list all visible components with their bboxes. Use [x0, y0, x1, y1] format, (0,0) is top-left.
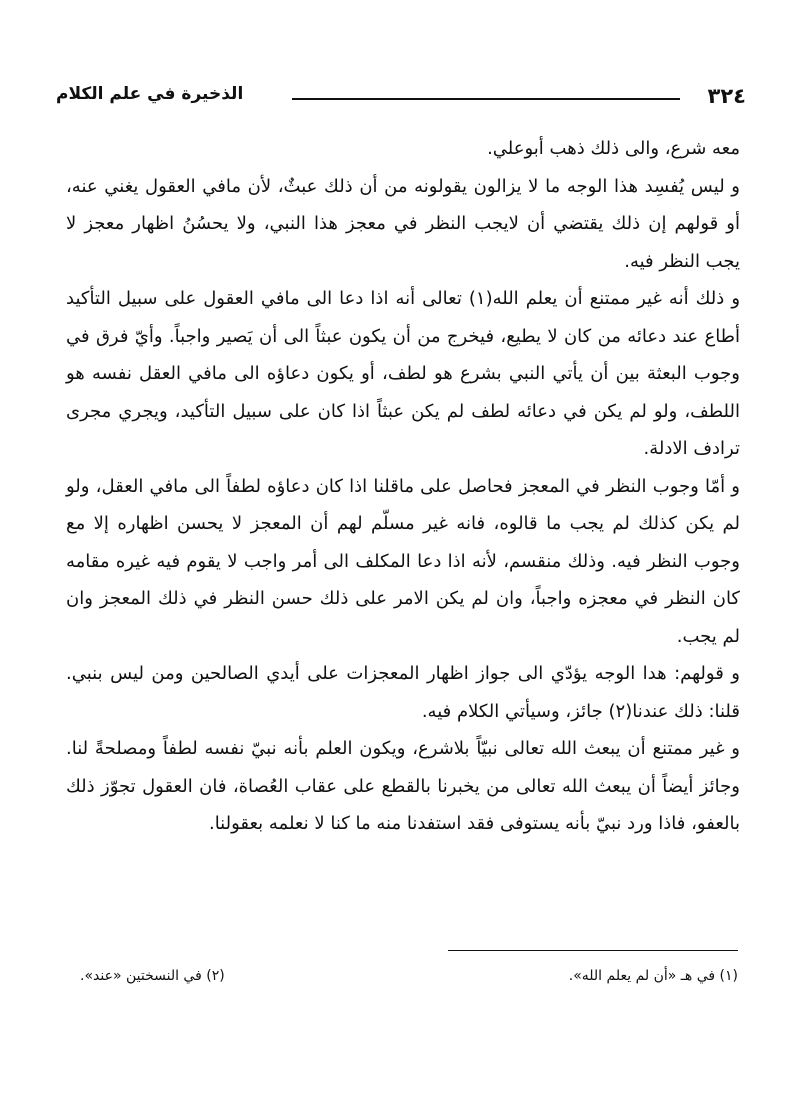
paragraph: و غير ممتنع أن يبعث الله تعالى نبيّاً بلاشرع، ويكون العلم بأنه نبيّ نفسه لطفاً ومصلحةً لنا. وجائز أيضاً أن يبعث الله تعالى من يخبرنا بالقطع على عقاب العُصاة، فان العقول تجوّز ذلك بالعفو، فاذا ورد نبيّ بأنه يستوفى فقد استفدنا منه ما كنا لا نعلمه بعقولنا.	[66, 738, 740, 834]
page-header	[56, 78, 746, 118]
paragraph: و ليس يُفسِد هذا الوجه ما لا يزالون يقولونه من أن ذلك عبثٌ، لأن مافي العقول يغني عنه، أو قولهم إن ذلك يقتضي أن لايجب النظر في معجز هذا النبي، ولا يحسُنُ اظهار معجز لا يجب النظر فيه.	[66, 175, 740, 272]
header-rule	[292, 98, 680, 100]
paragraph: و أمّا وجوب النظر في المعجز فحاصل على ماقلنا اذا كان دعاؤه لطفاً الى مافي العقل، ولو لم يكن كذلك لم يجب ما قالوه، فانه غير مسلّم لهم أن المعجز لا يحسن اظهاره إلا مع وجوب النظر فيه. وذلك منقسم، لأنه اذا دعا المكلف الى أمر واجب لا يقوم فيه غيره مقامه كان النظر في معجزه واجباً، وان لم يكن الامر على ذلك حسن النظر في ذلك المعجز وان لم يجب.	[66, 475, 740, 647]
running-title: الذخيرة في علم الكلام	[56, 84, 244, 104]
footnotes	[80, 968, 738, 984]
page-number: ٣٢٤	[707, 84, 746, 108]
footnote-rule	[448, 950, 738, 951]
body-text	[66, 130, 740, 843]
paragraph: و ذلك أنه غير ممتنع أن يعلم الله(١) تعالى أنه اذا دعا الى مافي العقول على سبيل التأكيد أطاع عند دعائه من كان لا يطيع، فيخرج من أن يكون عبثاً الى أن يَصير واجباً. وأيّ فرق في وجوب البعثة بين أن يأتي النبي بشرع هو لطف، أو يكون دعاؤه الى مافي العقل نفسه هو اللطف، ولو لم يكن في دعائه لطف لم يكن عبثاً اذا كان على سبيل التأكيد، ويجري مجرى ترادف الادلة.	[66, 288, 741, 459]
paragraph: و قولهم: هدا الوجه يؤدّي الى جواز اظهار المعجزات على أيدي الصالحين ومن ليس بنبي. قلنا: ذلك عندنا(٢) جائز، وسيأتي الكلام فيه.	[66, 663, 740, 722]
paragraph: معه شرع، والى ذلك ذهب أبوعلي.	[487, 138, 740, 159]
footnote-2: (٢) في النسختين «عند».	[80, 968, 225, 984]
footnote-1: (١) في هـ «أن لم يعلم الله».	[568, 968, 738, 984]
